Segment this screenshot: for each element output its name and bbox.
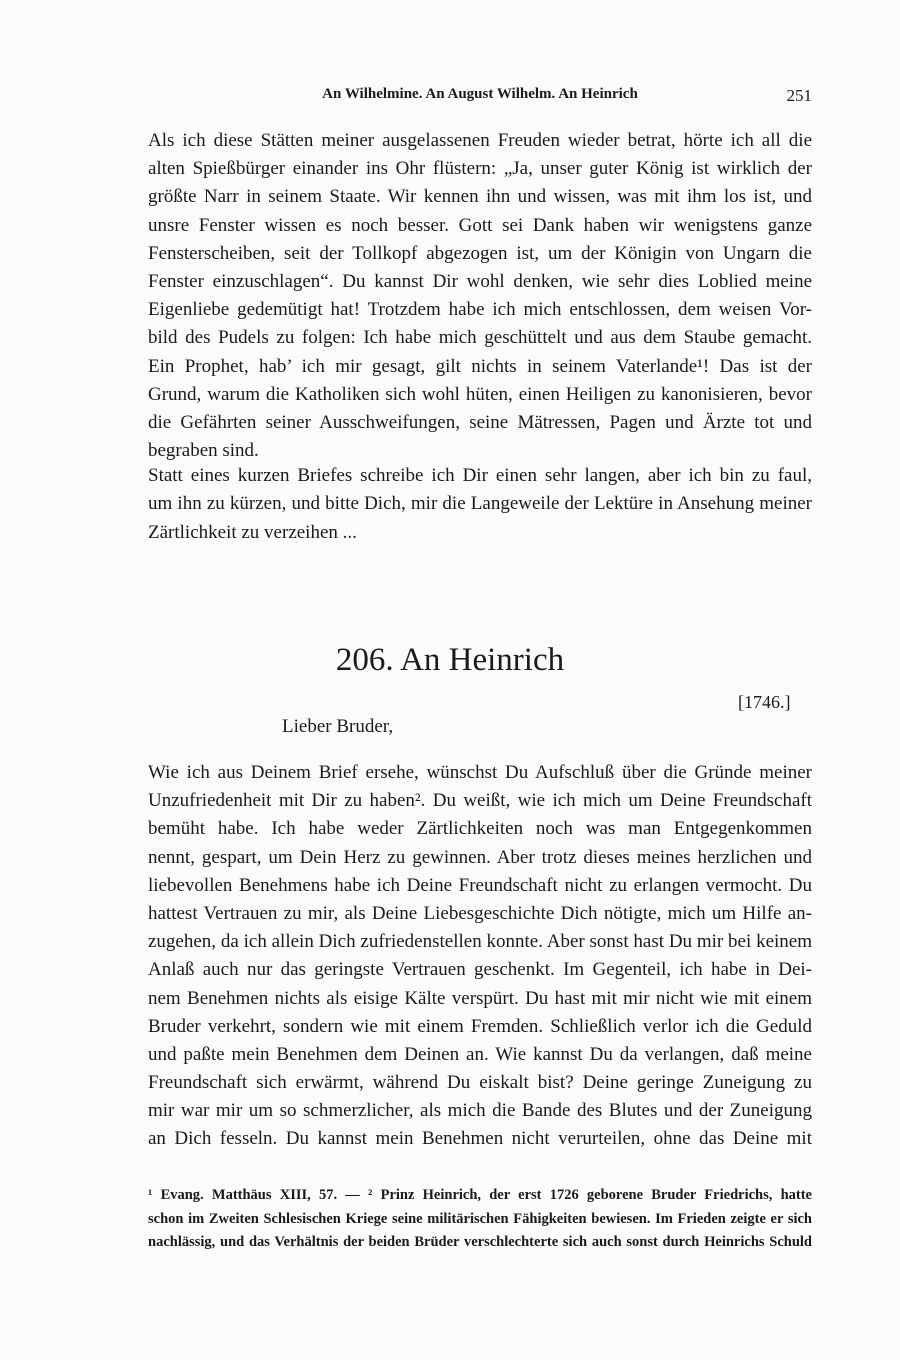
previous-letter-text (148, 127, 812, 547)
letter-body (148, 759, 812, 1154)
letter-date: [1746.] (738, 692, 791, 712)
text-line: zugehen, da ich allein Dich zufriedenstellen konnte. Aber sonst hast Du mir bei keinem (148, 931, 812, 953)
text-line: und paßte mein Benehmen dem Deinen an. Wie kannst Du da verlangen, daß meine (148, 1043, 812, 1065)
text-line: um ihn zu kürzen, und bitte Dich, mir die Langeweile der Lektüre in Ansehung meiner (148, 493, 812, 515)
footnotes (148, 1184, 812, 1255)
text-line: Als ich diese Stätten meiner ausgelassenen Freuden wieder betrat, hörte ich all die (148, 130, 812, 151)
text-line: Bruder verkehrt, sondern wie mit einem Fremden. Schließlich verlor ich die Geduld (148, 1015, 812, 1037)
text-line: Ein Prophet, hab’ ich mir gesagt, gilt nichts in seinem Vaterlande¹! Das ist der (148, 355, 812, 377)
text-line: Zärtlichkeit zu verzeihen ... (148, 521, 357, 543)
text-line: Fensterscheiben, seit der Tollkopf abgezogen ist, um der Königin von Ungarn die (148, 242, 812, 264)
text-line: nem Benehmen nichts als eisige Kälte verspürt. Du hast mit mir nicht wie mit einem (148, 987, 812, 1009)
text-line: alten Spießbürger einander ins Ohr flüstern: „Ja, unser guter König ist wirklich der (148, 158, 812, 180)
text-line: größte Narr in seinem Staate. Wir kennen ihn und wissen, was mit ihm los ist, und (148, 186, 812, 208)
text-line: unsre Fenster wissen es noch besser. Gott sei Dank haben wir wenigstens ganze (148, 214, 812, 236)
text-line: Freundschaft sich erwärmt, während Du eiskalt bist? Deine geringe Zuneigung zu (148, 1072, 812, 1094)
text-line: Grund, warum die Katholiken sich wohl hüten, einen Heiligen zu kanonisieren, bevor (148, 383, 812, 405)
text-line: Wie ich aus Deinem Brief ersehe, wünschst Du Aufschluß über die Gründe meiner (148, 762, 812, 783)
text-line: mir war mir um so schmerzlicher, als mich die Bande des Blutes und der Zuneigung (148, 1100, 812, 1122)
text-line: nennt, gespart, um Dein Herz zu gewinnen. Aber trotz dieses meines herzlichen und (148, 846, 812, 868)
text-line: begraben sind. (148, 440, 259, 462)
text-line: die Gefährten seiner Ausschweifungen, seine Mätressen, Pagen und Ärzte tot und (148, 411, 812, 433)
footnote-line: schon im Zweiten Schlesischen Kriege seine militärischen Fähigkeiten bewiesen. Im Frieden zeigte er sich (148, 1210, 812, 1227)
running-title: An Wilhelmine. An August Wilhelm. An Heinrich (322, 86, 638, 102)
text-line: an Dich fesseln. Du kannst mein Benehmen nicht verurteilen, ohne das Deine mit (148, 1128, 812, 1150)
text-line: Fenster einzuschlagen“. Du kannst Dir wohl denken, wie sehr dies Loblied meine (148, 270, 812, 292)
text-line: hattest Vertrauen zu mir, als Deine Liebesgeschichte Dich nötigte, mich um Hilfe an- (148, 902, 812, 924)
text-line: bild des Pudels zu folgen: Ich habe mich geschüttelt und aus dem Staube gemacht. (148, 327, 812, 349)
text-line: bemüht habe. Ich habe weder Zärtlichkeiten noch was man Entgegenkommen (148, 818, 812, 840)
text-line: Unzufriedenheit mit Dir zu haben². Du weißt, wie ich mich um Deine Freundschaft (148, 790, 812, 812)
letter-title: 206. An Heinrich (335, 642, 565, 678)
text-line: Eigenliebe gedemütigt hat! Trotzdem habe ich mich entschlossen, dem weisen Vor- (148, 299, 812, 321)
text-line: liebevollen Benehmens habe ich Deine Freundschaft nicht zu erlangen vermocht. Du (148, 874, 812, 896)
salutation: Lieber Bruder, (282, 716, 394, 737)
text-line: Anlaß auch nur das geringste Vertrauen geschenkt. Im Gegenteil, ich habe in Dei- (148, 959, 812, 981)
footnote-line: ¹ Evang. Matthäus XIII, 57. — ² Prinz Heinrich, der erst 1726 geborene Bruder Friedrichs, hatte (148, 1187, 812, 1203)
running-header (148, 86, 812, 108)
page-number: 251 (786, 86, 812, 105)
text-line: Statt eines kurzen Briefes schreibe ich Dir einen sehr langen, aber ich bin zu faul, (148, 465, 812, 487)
footnote-line: nachlässig, und das Verhältnis der beiden Brüder verschlechterte sich auch sonst durch Heinrichs Schuld (148, 1234, 812, 1250)
